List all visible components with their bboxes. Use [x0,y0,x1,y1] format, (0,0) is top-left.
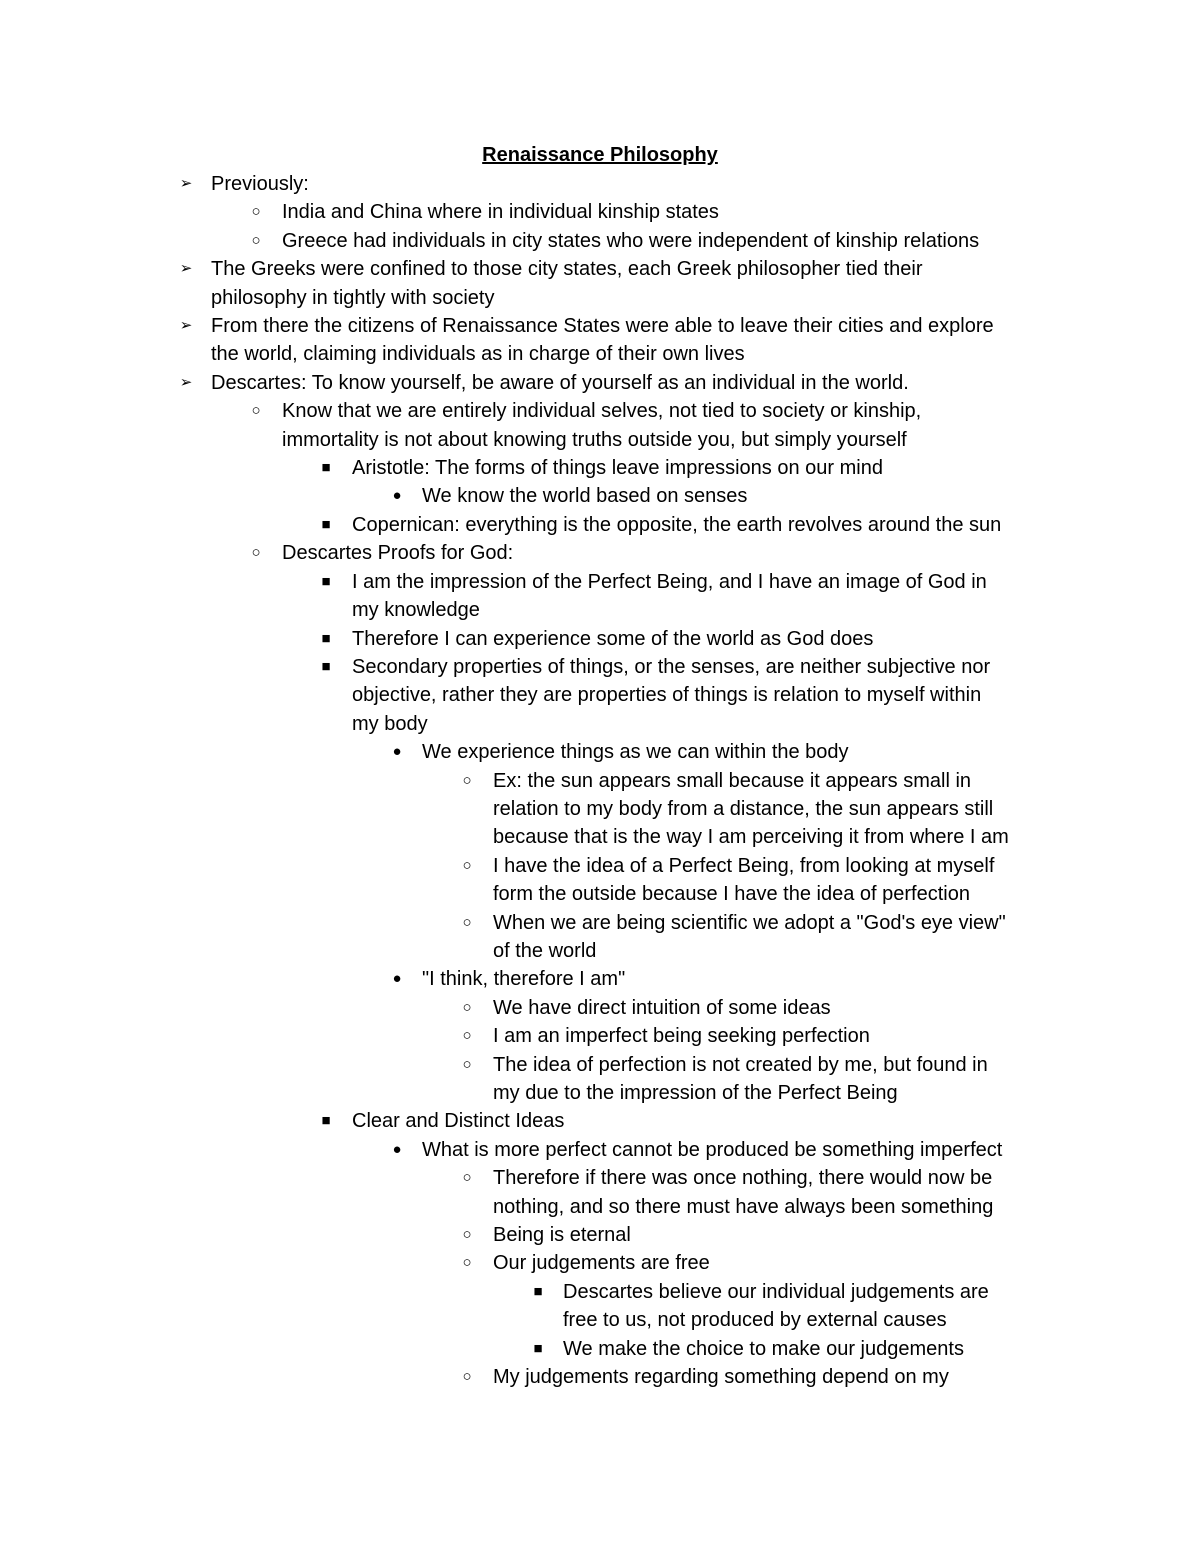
outline-item [0,909,1200,966]
outline-item [0,653,1200,738]
outline-item [0,482,1200,510]
outline-item-text: Copernican: everything is the opposite, the earth revolves around the sun [352,513,1002,536]
outline-item [0,568,1200,625]
outline-item-text: "I think, therefore I am" [422,968,626,991]
square-bullet-icon: ■ [321,515,331,533]
outline-item-text: The idea of perfection is not created by me, but found in [493,1053,988,1076]
outline-item-text: the world, claiming individuals as in charge of their own lives [211,343,745,366]
outline-item-text: We have direct intuition of some ideas [493,996,831,1019]
outline-item-text: Therefore if there was once nothing, there would now be [493,1167,993,1190]
outline-item-text: my body [352,712,428,735]
outline-item [0,227,1200,255]
outline-item-text: Aristotle: The forms of things leave impressions on our mind [352,457,883,480]
outline-item-text: Therefore I can experience some of the world as God does [352,627,874,650]
outline-item-text: nothing, and so there must have always been something [493,1195,994,1218]
outline-item-text: My judgements regarding something depend on my [493,1366,949,1389]
outline-item-text: Previously: [211,173,309,195]
circle-bullet-icon: ○ [462,1226,472,1244]
outline-item-text: my due to the impression of the Perfect Being [493,1082,898,1104]
outline-item-text: Greece had individuals in city states who were independent of kinship relations [282,229,980,252]
arrow-bullet-icon: ➢ [179,175,193,192]
outline-item-text: immortality is not about knowing truths outside you, but simply yourself [282,428,907,451]
outline-item-text: We experience things as we can within the body [422,741,849,764]
outline-item-text: my knowledge [352,599,480,622]
circle-bullet-icon: ○ [462,1368,472,1386]
outline-item [0,1051,1200,1108]
outline-item [0,539,1200,567]
outline-item [0,454,1200,482]
disc-bullet-icon: ● [392,487,402,505]
circle-bullet-icon: ○ [251,402,261,420]
outline-item [0,397,1200,454]
outline-item [0,1335,1200,1363]
outline-item-text: From there the citizens of Renaissance States were able to leave their cities and explore [211,315,994,338]
outline-item-text: Descartes Proofs for God: [282,542,514,565]
circle-bullet-icon: ○ [251,203,261,221]
outline-item-text: I am an imperfect being seeking perfection [493,1025,870,1048]
outline-item [0,1022,1200,1050]
outline-item [0,1136,1200,1164]
outline-item-text: What is more perfect cannot be produced be something imperfect [422,1138,1003,1161]
outline-item [0,312,1200,369]
outline-item [0,852,1200,909]
outline-item-text: Secondary properties of things, or the senses, are neither subjective nor [352,655,991,678]
outline-list [0,170,1200,1391]
outline-item-text: When we are being scientific we adopt a "God's eye view" [493,911,1006,934]
outline-item-text: We make the choice to make our judgements [563,1337,964,1360]
circle-bullet-icon: ○ [462,1169,472,1187]
outline-item [0,198,1200,226]
square-bullet-icon: ■ [321,657,331,675]
outline-item-text: I am the impression of the Perfect Being, and I have an image of God in [352,570,987,593]
circle-bullet-icon: ○ [462,1254,472,1272]
document-title: Renaissance Philosophy [482,144,718,166]
outline-item-text: I have the idea of a Perfect Being, from looking at myself [493,854,995,877]
circle-bullet-icon: ○ [462,856,472,874]
circle-bullet-icon: ○ [462,1055,472,1073]
outline-item [0,1278,1200,1335]
outline-item-text: Being is eternal [493,1224,631,1247]
outline-item-text: Clear and Distinct Ideas [352,1110,565,1133]
disc-bullet-icon: ● [392,743,402,761]
square-bullet-icon: ■ [321,459,331,477]
circle-bullet-icon: ○ [251,544,261,562]
outline-item [0,965,1200,993]
outline-item [0,994,1200,1022]
circle-bullet-icon: ○ [251,231,261,249]
arrow-bullet-icon: ➢ [179,373,193,391]
arrow-bullet-icon: ➢ [179,317,193,335]
outline-item [0,1249,1200,1277]
circle-bullet-icon: ○ [462,1027,472,1045]
outline-item [0,1164,1200,1221]
square-bullet-icon: ■ [321,1112,331,1130]
outline-item [0,369,1200,397]
outline-item [0,1107,1200,1135]
outline-item-text: The Greeks were confined to those city states, each Greek philosopher tied their [211,258,923,281]
outline-item-text: free to us, not produced by external causes [563,1309,947,1332]
arrow-bullet-icon: ➢ [179,260,193,278]
outline-item-text: Know that we are entirely individual selves, not tied to society or kinship, [282,400,922,423]
circle-bullet-icon: ○ [462,913,472,931]
outline-item [0,255,1200,312]
outline-item-text: relation to my body from a distance, the sun appears still [493,797,994,820]
circle-bullet-icon: ○ [462,998,472,1016]
square-bullet-icon: ■ [321,572,331,590]
outline-item-text: philosophy in tightly with society [211,286,495,309]
disc-bullet-icon: ● [392,970,402,988]
outline-item [0,1221,1200,1249]
circle-bullet-icon: ○ [462,771,472,789]
outline-item-text: Our judgements are free [493,1252,710,1275]
outline-item-text: We know the world based on senses [422,485,748,508]
outline-item [0,170,1200,198]
outline-item-text: Ex: the sun appears small because it appears small in [493,769,972,792]
outline-item-text: form the outside because I have the idea of perfection [493,883,970,906]
outline-item [0,511,1200,539]
outline-item [0,1363,1200,1391]
outline-item-text: Descartes believe our individual judgements are [563,1280,989,1303]
square-bullet-icon: ■ [533,1339,543,1357]
disc-bullet-icon: ● [392,1140,402,1158]
outline-item [0,767,1200,852]
square-bullet-icon: ■ [533,1282,543,1300]
outline-item [0,738,1200,766]
outline-item-text: Descartes: To know yourself, be aware of yourself as an individual in the world. [211,371,909,394]
outline-item-text: India and China where in individual kinship states [282,201,719,224]
outline-item [0,625,1200,653]
square-bullet-icon: ■ [321,629,331,647]
outline-item-text: of the world [493,939,597,962]
outline-item-text: because that is the way I am perceiving it from where I am [493,826,1009,849]
outline-item-text: objective, rather they are properties of things is relation to myself within [352,684,982,707]
